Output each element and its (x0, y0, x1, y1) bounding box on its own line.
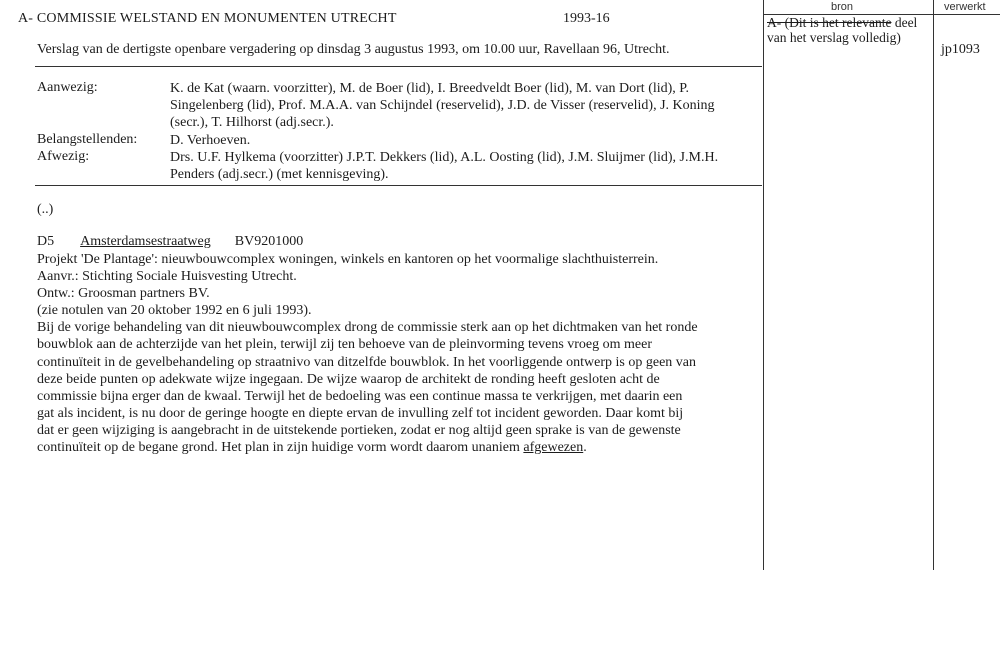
body-line: gat als incident, is nu door de geringe hoogte en diepte ervan de invulling zelf tot incident geworden. Daar komt bij (37, 405, 684, 421)
report-line: Verslag van de dertigste openbare vergadering op dinsdag 3 augustus 1993, om 10.00 uur, Ravellaan 96, Utrecht. (37, 42, 670, 57)
document-number: 1993-16 (563, 11, 610, 26)
body-line: deze beide punten op adekwate wijze ingegaan. De wijze waarop de architekt de ronding heeft gesloten acht de (37, 371, 660, 387)
final-line-text: continuïteit op de begane grond. Het plan in zijn huidige vorm wordt daarom unaniem (37, 440, 520, 456)
verwerkt-value: jp1093 (941, 42, 980, 57)
item-file-number: BV9201000 (234, 234, 304, 249)
header-rule (35, 66, 762, 67)
column-divider-verwerkt (933, 0, 934, 570)
body-line-final (37, 439, 757, 456)
verwerkt-column-header: verwerkt (944, 1, 986, 13)
present-list: K. de Kat (waarn. voorzitter), M. de Boer (lid), I. Breedveldt Boer (lid), M. van Dort (lid), P. Singelenberg (lid), Prof. M.A.A. van Schijndel (reservelid), J.D. de Visser (reservelid), J. Koning (secr.), T. Hilhorst (adj.secr.). (170, 81, 715, 130)
bron-note-struck: A- (Dit is het relevante (767, 15, 892, 30)
body-line: dat er geen wijziging is aangebracht in de uitstekende portieken, zodat er nog altijd geen sprake is van de gewenste (37, 422, 681, 438)
item-street: Amsterdamsestraatweg (80, 234, 211, 249)
present-label: Aanwezig: (37, 80, 98, 95)
omission-marker: (..) (37, 202, 54, 217)
body-line: Aanvr.: Stichting Sociale Huisvesting Utrecht. (37, 269, 297, 285)
decision-text: afgewezen (523, 440, 584, 456)
body-line: Projekt 'De Plantage': nieuwbouwcomplex woningen, winkels en kantoren op het voormalige slachthuisterrein. (37, 252, 659, 267)
absent-label: Afwezig: (37, 149, 90, 164)
attendance-rule (35, 185, 762, 186)
bron-note (767, 15, 933, 45)
body-line: commissie bijna erger dan de kwaal. Terwijl het de bedoeling was een continue massa te verkrijgen, met daarin een (37, 388, 683, 404)
item-code: D5 (37, 234, 55, 249)
bron-column-header: bron (831, 1, 854, 13)
item-body (37, 251, 757, 456)
bron-note-rest: deel van het verslag volledig) (767, 15, 918, 45)
body-line: continuïteit in de gevelbehandeling op straatnivo van ditzelfde bouwblok. In het voorliggende ontwerp is op geen van (37, 354, 696, 370)
body-line: (zie notulen van 20 oktober 1992 en 6 juli 1993). (37, 303, 312, 319)
body-line: Bij de vorige behandeling van dit nieuwbouwcomplex drong de commissie sterk aan op het dichtmaken van het ronde (37, 320, 698, 336)
item-heading (37, 234, 303, 250)
final-period: . (583, 440, 587, 456)
organization-title: A- COMMISSIE WELSTAND EN MONUMENTEN UTRECHT (18, 11, 397, 26)
stakeholders-label: Belangstellenden: (37, 132, 138, 147)
body-line: Ontw.: Groosman partners BV. (37, 286, 210, 302)
column-divider-bron (763, 0, 764, 570)
body-line: bouwblok aan de achterzijde van het plein, terwijl zij ten behoeve van de pleinvorming tevens vroeg om meer (37, 337, 653, 353)
stakeholders-list: D. Verhoeven. (170, 133, 251, 148)
absent-list: Drs. U.F. Hylkema (voorzitter) J.P.T. Dekkers (lid), A.L. Oosting (lid), J.M. Sluijmer (lid), J.M.H. Penders (adj.secr.) (met kennisgeving). (170, 150, 719, 182)
